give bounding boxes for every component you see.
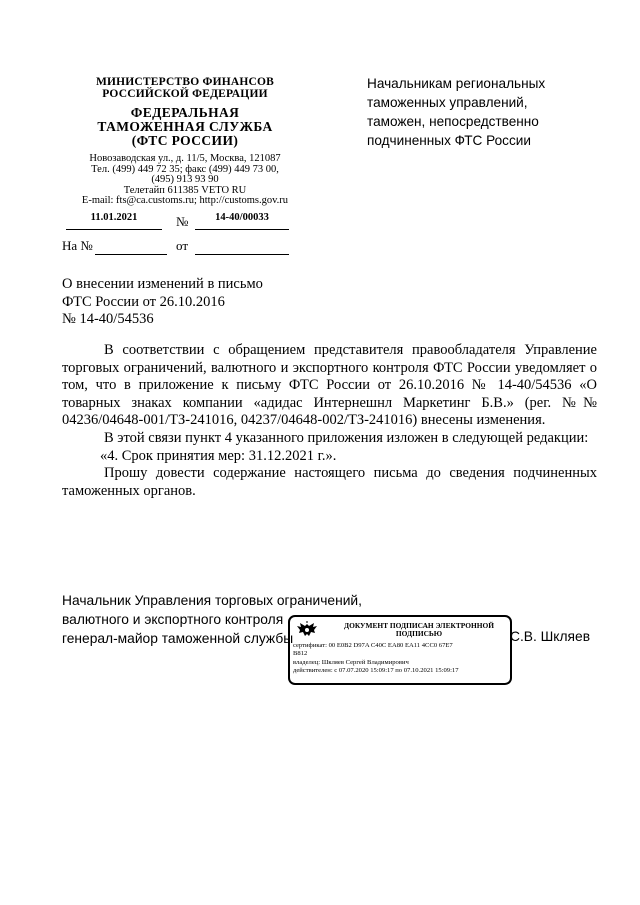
reg-number-underline — [195, 229, 289, 230]
reference-label: На № — [62, 238, 93, 253]
signature-block: Начальник Управления торговых ограничений, валютного и экспортного контроля генерал-майор таможенной службы — [62, 593, 362, 646]
body-paragraph: «4. Срок принятия мер: 31.12.2021 г.». — [100, 447, 337, 464]
letter-body — [62, 342, 597, 500]
ministry-name: МИНИСТЕРСТВО ФИНАНСОВ РОССИЙСКОЙ ФЕДЕРАЦИИ — [95, 76, 275, 100]
stamp-certificate: сертификат: 00 E0B2 D97A C40C EA80 EA11 4CC0 67E7 — [293, 642, 453, 649]
reg-number: 14-40/00033 — [215, 212, 269, 223]
body-paragraph: В этой связи пункт 4 указанного приложения изложен в следующей редакции: — [104, 429, 589, 446]
service-name: ФЕДЕРАЛЬНАЯ ТАМОЖЕННАЯ СЛУЖБА (ФТС РОССИИ) — [97, 105, 273, 148]
reg-date: 11.01.2021 — [90, 212, 138, 223]
body-paragraph: Прошу довести содержание настоящего письма до сведения подчиненных таможенных органов. — [62, 465, 597, 499]
body-paragraph: В соответствии с обращением представителя правообладателя Управление торговых ограничений, валютного и экспортного контроля ФТС России уведомляет о том, что в приложение к письму ФТС России от 26.10.2016 № 14-40/54536 «О товарных знаках компании «адидас Интернешнл Маркетинг Б.В.» (рег. №№ 04236/04648-001/ТЗ-241016, 04237/04648-002/ТЗ-241016) внесены изменения. — [62, 342, 597, 429]
sender-address: Новозаводская ул., д. 11/5, Москва, 121087 Тел. (499) 449 72 35; факс (499) 449 73 00, (495) 913 93 90 Телетайп 611385 VETO RU E-mail: fts@ca.customs.ru; http://customs.gov.ru — [81, 153, 289, 207]
reg-date-underline — [66, 229, 162, 230]
letter-subject: О внесении изменений в письмо ФТС России от 26.10.2016 № 14-40/54536 — [62, 276, 263, 327]
reference-number-underline — [95, 254, 167, 255]
double-headed-eagle-icon — [296, 621, 318, 639]
reference-from-label: от — [176, 238, 189, 253]
reference-date-underline — [195, 254, 289, 255]
reg-number-label: № — [176, 214, 189, 229]
stamp-title: ДОКУМЕНТ ПОДПИСАН ЭЛЕКТРОННОЙ ПОДПИСЬЮ — [344, 621, 494, 639]
electronic-signature-stamp — [288, 615, 512, 685]
stamp-details — [293, 642, 509, 676]
stamp-validity: действителен: с 07.07.2020 15:09:17 по 07.10.2021 15:09:17 — [293, 667, 459, 675]
addressee: Начальникам региональных таможенных управлений, таможен, непосредственно подчиненных ФТС России — [367, 76, 546, 148]
signatory-name: С.В. Шкляев — [510, 629, 591, 644]
stamp-owner: владелец: Шкляев Сергей Владимирович — [293, 658, 409, 666]
stamp-certificate-tail: B812 — [293, 650, 308, 658]
